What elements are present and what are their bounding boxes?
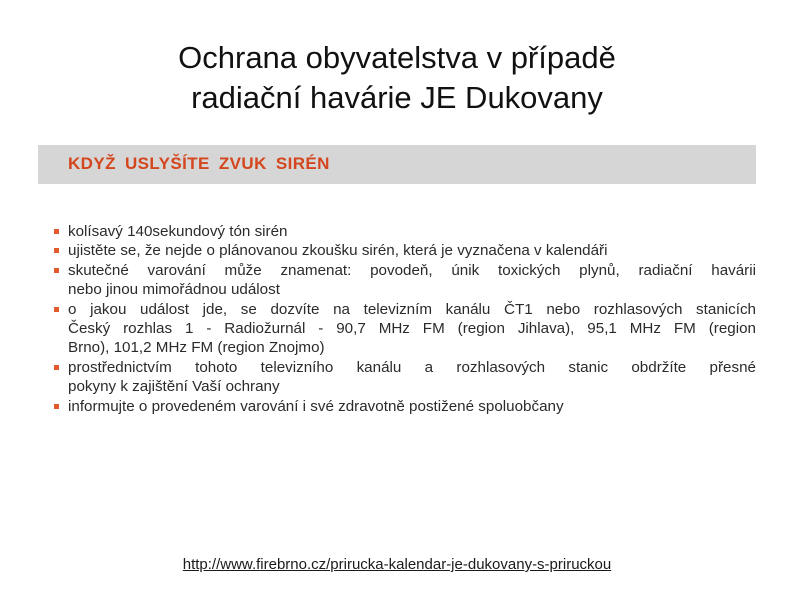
bullet-list — [54, 222, 756, 416]
list-item-text: Český rozhlas 1 - Radiožurnál - 90,7 MHz FM (region Jihlava), 95,1 MHz FM (region — [68, 320, 756, 338]
list-item — [54, 222, 756, 241]
slide-title — [0, 38, 794, 118]
square-bullet-icon — [54, 404, 59, 409]
list-item — [54, 397, 756, 416]
square-bullet-icon — [54, 268, 59, 273]
square-bullet-icon — [54, 248, 59, 253]
list-item-text: pokyny k zajištění Vaší ochrany — [68, 378, 280, 396]
list-item — [54, 261, 756, 300]
list-item-text: Brno), 101,2 MHz FM (region Znojmo) — [68, 339, 325, 357]
square-bullet-icon — [54, 307, 59, 312]
square-bullet-icon — [54, 229, 59, 234]
list-item — [54, 358, 756, 397]
list-item-text: o jakou událost jde, se dozvíte na televizním kanálu ČT1 nebo rozhlasových stanicích — [68, 300, 756, 318]
list-item-text: informujte o provedeném varování i své zdravotně postižené spoluobčany — [68, 397, 564, 415]
title-line-1: Ochrana obyvatelstva v případě — [178, 40, 616, 75]
source-link[interactable]: http://www.firebrno.cz/prirucka-kalendar-je-dukovany-s-priruckou — [182, 556, 612, 573]
list-item-text: skutečné varování může znamenat: povodeň, únik toxických plynů, radiační havárii — [68, 261, 756, 279]
list-item — [54, 300, 756, 358]
list-item-text: nebo jinou mimořádnou událost — [68, 281, 280, 299]
list-item-text: ujistěte se, že nejde o plánovanou zkoušku sirén, která je vyznačena v kalendáři — [68, 242, 608, 260]
list-item — [54, 241, 756, 260]
list-item-text: prostřednictvím tohoto televizního kanálu a rozhlasových stanic obdržíte přesné — [68, 358, 756, 376]
title-line-2: radiační havárie JE Dukovany — [191, 80, 603, 115]
banner-heading: KDYŽ USLYŠÍTE ZVUK SIRÉN — [68, 154, 330, 173]
list-item-text: kolísavý 140sekundový tón sirén — [68, 223, 288, 240]
square-bullet-icon — [54, 365, 59, 370]
section-banner — [38, 145, 756, 184]
